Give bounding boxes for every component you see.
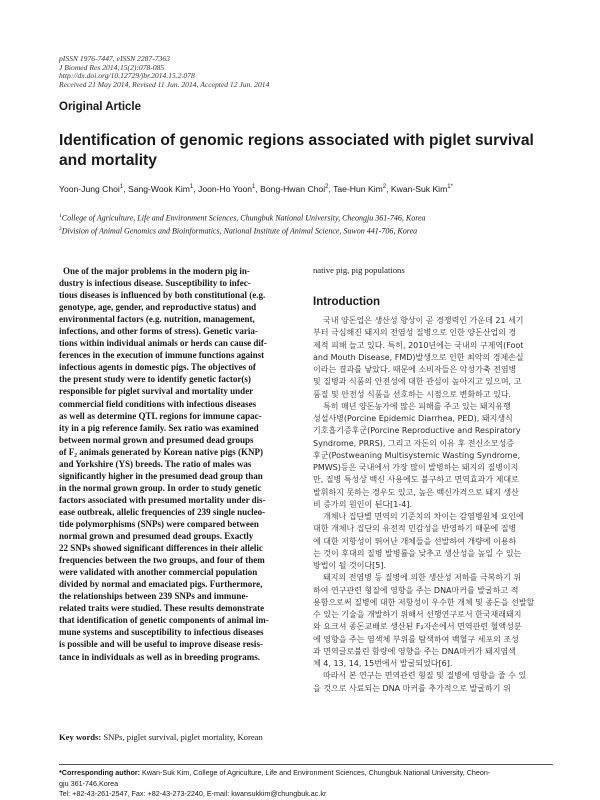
author-name: Sang-Wook Kim	[127, 184, 190, 194]
author-name: Joon-Ho Yoon	[198, 184, 253, 194]
introduction-line: PMWS)등은 국내에서 가장 많이 발병하는 돼지의 질병이지	[313, 463, 519, 472]
abstract-line: of F₂ animals generated by Korean native pigs (KNP)	[59, 446, 264, 457]
corresponding-author-note	[59, 768, 553, 800]
abstract-line: factors associated with presumed mortality under dis-	[59, 494, 266, 505]
introduction-line: 방법이 될 것이다[5].	[313, 561, 387, 570]
abstract-line: dustry is infectious disease. Susceptibility to infec-	[59, 278, 251, 289]
journal-citation: J Biomed Res 2014;15(2):078-085	[59, 62, 165, 72]
section-heading-introduction: Introduction	[313, 296, 381, 308]
introduction-body	[313, 315, 545, 695]
abstract-line: One of the major problems in the modern pig in-	[63, 266, 250, 276]
author-affiliation-mark: 2	[382, 184, 387, 191]
abstract-line: in the normal grown group. In order to study genetic	[59, 482, 262, 493]
author-affiliation-mark: 2	[325, 184, 329, 191]
author-affiliation-mark: 1	[189, 184, 194, 191]
abstract-line: ferences in the execution of immune functions against	[59, 350, 265, 361]
corresponding-contact[interactable]: Tel: +82-43-261-2547, Fax: +82-43-273-2240, E-mail: kwansukkim@chungbuk.ac.kr	[59, 789, 327, 799]
author-name: Yoon-Jung Choi	[59, 184, 120, 194]
introduction-line: 이라는 결과를 낳았다. 때문에 소비자들은 악성가축 전염병	[313, 365, 517, 374]
affiliation-text: Division of Animal Genomics and Bioinformatics, National Institute of Animal Science, Suwon 441-706, Korea	[61, 226, 418, 236]
abstract-line: significantly higher in the presumed dead group than	[59, 470, 263, 481]
author-name: Kwan-Suk Kim	[390, 184, 448, 194]
introduction-line: 과 면역글로불린 함량에 영향을 주는 DNA마커가 돼지염색	[313, 646, 516, 656]
introduction-line: and Mouth Disease, FMD)발생으로 인한 최악의 경제손실	[313, 352, 524, 362]
keywords-text: SNPs, piglet survival, piglet mortality, Korean	[101, 732, 263, 742]
affiliation-number: 1	[59, 213, 62, 219]
abstract-line: commercial field conditions with infectious diseases	[59, 398, 257, 409]
affiliation-text: College of Agriculture, Life and Environment Sciences, Chungbuk National University, Cheongju 361-746, Korea	[61, 213, 426, 223]
introduction-line: 체 4, 13, 14, 15번에서 발굴되었다[6].	[313, 659, 453, 668]
abstract-line: environmental factors (e.g. nutrition, management,	[59, 314, 255, 325]
introduction-line: 성설사병(Porcine Epidemic Diarrhea, PED), 돼지생식	[313, 414, 513, 423]
doi-link[interactable]: http://dx.doi.org/10.12729/jbr.2014.15.2.078	[59, 71, 195, 81]
affiliation-line	[59, 211, 426, 224]
author-affiliation-mark: 1	[119, 184, 124, 191]
introduction-line: 만, 질병 특성상 백신 사용에도 불구하고 면역효과가 제대로	[313, 475, 519, 485]
introduction-line: 수 있는 기술을 개발하기 위해서 선행연구로서 한국재래돼지	[313, 610, 522, 619]
abstract-line: is possible and will be useful to improve disease resis-	[59, 639, 263, 650]
abstract-line: tance in individuals as well as in breeding programs.	[59, 651, 260, 662]
abstract-line: normal grown and presumed dead groups. Exactly	[59, 531, 254, 542]
introduction-line: 에 영향을 주는 염색체 부위를 탐색하여 백혈구 세포의 조성	[313, 634, 519, 644]
received-dates: Received 21 May 2014, Revised 11 Jun. 2014, Accepted 12 Jun. 2014	[59, 79, 270, 89]
article-title: Identification of genomic regions associated with piglet survival and mortality	[59, 132, 534, 169]
introduction-line: 는 것이 후대의 질병 발병률을 낮추고 생산성을 높일 수 있는	[313, 548, 522, 558]
introduction-line: 돼지의 전염병 등 질병에 의한 생산성 저하를 극복하기 위	[323, 573, 522, 583]
abstract-line: infections, and other forms of stress). Genetic varia-	[59, 326, 258, 337]
abstract-line: tious diseases is influenced by both constitutional (e.g.	[59, 290, 266, 301]
abstract	[59, 265, 291, 663]
abstract-line: the present study were to identify genetic factor(s)	[59, 374, 251, 385]
abstract-line: frequencies between the two groups, and four of them	[59, 555, 265, 566]
introduction-line: 개체나 집단별 면역의 기준치의 차이는 감염병원체 요인에	[323, 512, 524, 521]
abstract-line: and Yorkshire (YS) breeds. The ratio of males was	[59, 458, 252, 469]
introduction-line: 국내 양돈업은 생산성 향상이 곧 경쟁력인 가운데 21 세기	[323, 316, 524, 325]
introduction-line: Syndrome, PRRS), 그리고 자돈의 이유 후 전신소모성증	[313, 438, 515, 448]
abstract-line: 22 SNPs showed significant differences in their allelic	[59, 543, 263, 554]
abstract-line: were validated with another commercial population	[59, 567, 258, 578]
introduction-line: 제적 피해 늘고 있다. 특히, 2010년에는 국내의 구제역(Foot	[313, 340, 524, 350]
introduction-line: 기호흡기증후군(Porcine Reproductive and Respiratory	[313, 426, 521, 436]
corresponding-label: *Corresponding author:	[59, 768, 141, 777]
affiliations	[59, 211, 426, 237]
abstract-line: the relationships between 239 SNPs and immune-	[59, 591, 249, 602]
introduction-line: 발휘하지 못하는 경우도 있고, 높은 백신가격으로 돼지 생산	[313, 487, 519, 497]
article-type: Original Article	[59, 101, 142, 113]
introduction-line: 와 요크셔 종돈교배로 생산된 F₂자손에서 면역관련 혈액성분	[313, 622, 522, 632]
abstract-line: genotype, age, gender, and reproductive status) and	[59, 302, 257, 313]
issn-line: pISSN 1976-7447, eISSN 2287-7363	[59, 54, 170, 63]
corresponding-line	[59, 768, 553, 779]
abstract-line: tide polymorphisms (SNPs) were compared between	[59, 518, 259, 529]
introduction-line: 따라서 본 연구는 면역관련 형질 및 질병에 영향을 줄 수 있	[323, 671, 527, 681]
abstract-line: infectious agents in domestic pigs. The objectives of	[59, 362, 256, 373]
affiliation-number: 2	[59, 226, 62, 233]
introduction-line: 하여 연구관련 형질에 영향을 주는 DNA마커를 발굴하고 적	[313, 585, 519, 595]
corresponding-line: gju 361-746,Korea	[59, 778, 119, 788]
abstract-line: mune systems and susceptibility to infectious diseases	[59, 627, 264, 638]
introduction-line: 에 대한 저항성이 뛰어난 개체들을 선발하여 개량에 이용하	[313, 536, 517, 546]
journal-meta	[59, 55, 269, 89]
footnote-divider	[59, 764, 553, 765]
author-affiliation-mark: 1*	[447, 184, 453, 191]
introduction-line: 및 질병과 식품의 안전성에 대한 관심이 높아지고 있으며, 고	[313, 377, 522, 387]
author-name: Bong-Hwan Choi	[260, 184, 326, 194]
introduction-line: 비 증가의 원인이 된다[1-4].	[313, 499, 413, 509]
author-affiliation-mark: 1	[252, 184, 256, 191]
abstract-line: tions within individual animals or herds can cause dif-	[59, 338, 267, 349]
abstract-line: as well as determine QTL regions for immune capac-	[59, 410, 262, 421]
keywords-label: Key words:	[59, 732, 102, 742]
introduction-line: 후군(Postweaning Multisystemic Wasting Syndrome,	[313, 450, 521, 460]
introduction-line: 용함으로써 질병에 대한 저항성이 우수한 개체 및 종돈을 선발할	[313, 597, 535, 607]
abstract-line: responsible for piglet survival and mortality under	[59, 386, 254, 397]
corresponding-text: Kwan-Suk Kim, College of Agriculture, Life and Environment Sciences, Chungbuk National University, Cheon-	[140, 768, 491, 777]
introduction-line: 특히 매년 양돈농가에 많은 피해를 주고 있는 돼지유행	[323, 401, 511, 411]
abstract-line: related traits were studied. These results demonstrate	[59, 603, 265, 614]
abstract-line: ity in a pig reference family. Sex ratio was examined	[59, 422, 259, 433]
abstract-line: that identification of genetic components of animal im-	[59, 615, 269, 626]
keywords-continued: native pig, pig populations	[313, 265, 405, 275]
keywords	[59, 732, 299, 742]
introduction-line: 을 것으로 사료되는 DNA 마커를 추가적으로 발굴하기 위	[313, 683, 511, 693]
abstract-line: divided by normal and emaciated pigs. Furthermore,	[59, 579, 263, 590]
introduction-line: 품질 및 안전성 식품을 선호하는 시점으로 변화하고 있다.	[313, 389, 512, 399]
abstract-line: ease outbreak, allelic frequencies of 239 single nucleo-	[59, 506, 266, 517]
abstract-line: between normal grown and presumed dead groups	[59, 434, 254, 445]
author-name: Tae-Hun Kim	[333, 184, 383, 194]
affiliation-line	[59, 224, 426, 237]
introduction-line: 부터 극심해진 돼지의 전염성 질병으로 인한 양돈산업의 경	[313, 328, 517, 338]
author-list: Yoon-Jung Choi$^1$, Sang-Wook Kim$^1$, Joon-Ho Yoon$^1$, Bong-Hwan Choi$^2$, Tae-Hun Kim$^2$, Kwan-Suk Kim$^{1*}$	[59, 184, 453, 194]
introduction-line: 대한 개체나 집단의 유전적 민감성을 반영하기 때문에 질병	[313, 524, 517, 534]
